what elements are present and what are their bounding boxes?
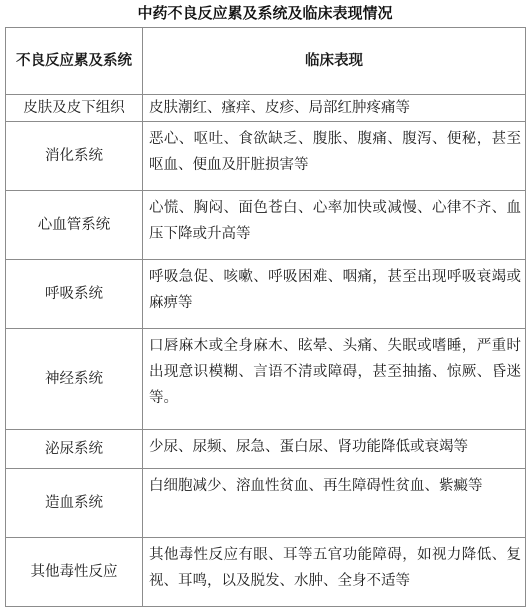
row-system-label: 泌尿系统: [45, 441, 103, 457]
header-clinical: 临床表现: [143, 28, 526, 95]
row-system-cell: [6, 538, 143, 607]
table-row: [6, 538, 526, 607]
row-clinical-cell: 心慌、胸闷、面色苍白、心率加快或减慢、心律不齐、血压下降或升高等: [143, 191, 526, 260]
table-row: [6, 95, 526, 122]
row-clinical-cell: 其他毒性反应有眼、耳等五官功能障碍，如视力降低、复视、耳鸣，以及脱发、水肿、全身不适等: [143, 538, 526, 607]
row-system-label: 其他毒性反应: [30, 564, 118, 580]
row-system-label: 消化系统: [45, 148, 103, 164]
row-system-cell: [6, 329, 143, 430]
adverse-reaction-table: [5, 27, 526, 607]
row-clinical-cell: 白细胞减少、溶血性贫血、再生障碍性贫血、紫癜等: [143, 469, 526, 538]
table-row: [6, 469, 526, 538]
row-system-cell: [6, 260, 143, 329]
table-row: [6, 260, 526, 329]
row-clinical-cell: 恶心、呕吐、食欲缺乏、腹胀、腹痛、腹泻、便秘，甚至呕血、便血及肝脏损害等: [143, 122, 526, 191]
row-system-label: 皮肤及皮下组织: [23, 100, 125, 116]
row-clinical-cell: 口唇麻木或全身麻木、眩晕、头痛、失眠或嗜睡，严重时出现意识模糊、言语不清或障碍，甚至抽搐、惊厥、昏迷等。: [143, 329, 526, 430]
table-title: 中药不良反应累及系统及临床表现情况: [137, 4, 393, 22]
table-row: [6, 329, 526, 430]
table-row: [6, 122, 526, 191]
row-clinical-cell: 少尿、尿频、尿急、蛋白尿、肾功能降低或衰竭等: [143, 430, 526, 469]
row-system-cell: [6, 469, 143, 538]
header-system: 不良反应累及系统: [6, 28, 143, 95]
row-system-label: 神经系统: [45, 371, 103, 387]
row-system-label: 心血管系统: [37, 217, 111, 233]
row-system-cell: [6, 122, 143, 191]
table-row: [6, 191, 526, 260]
row-clinical-cell: 呼吸急促、咳嗽、呼吸困难、咽痛，甚至出现呼吸衰竭或麻痹等: [143, 260, 526, 329]
table-row: [6, 430, 526, 469]
row-system-label: 呼吸系统: [45, 286, 103, 302]
row-clinical-cell: 皮肤潮红、瘙痒、皮疹、局部红肿疼痛等: [143, 95, 526, 122]
table-header-row: [6, 28, 526, 95]
row-system-cell: [6, 95, 143, 122]
row-system-cell: [6, 430, 143, 469]
row-system-label: 造血系统: [45, 495, 103, 511]
row-system-cell: [6, 191, 143, 260]
